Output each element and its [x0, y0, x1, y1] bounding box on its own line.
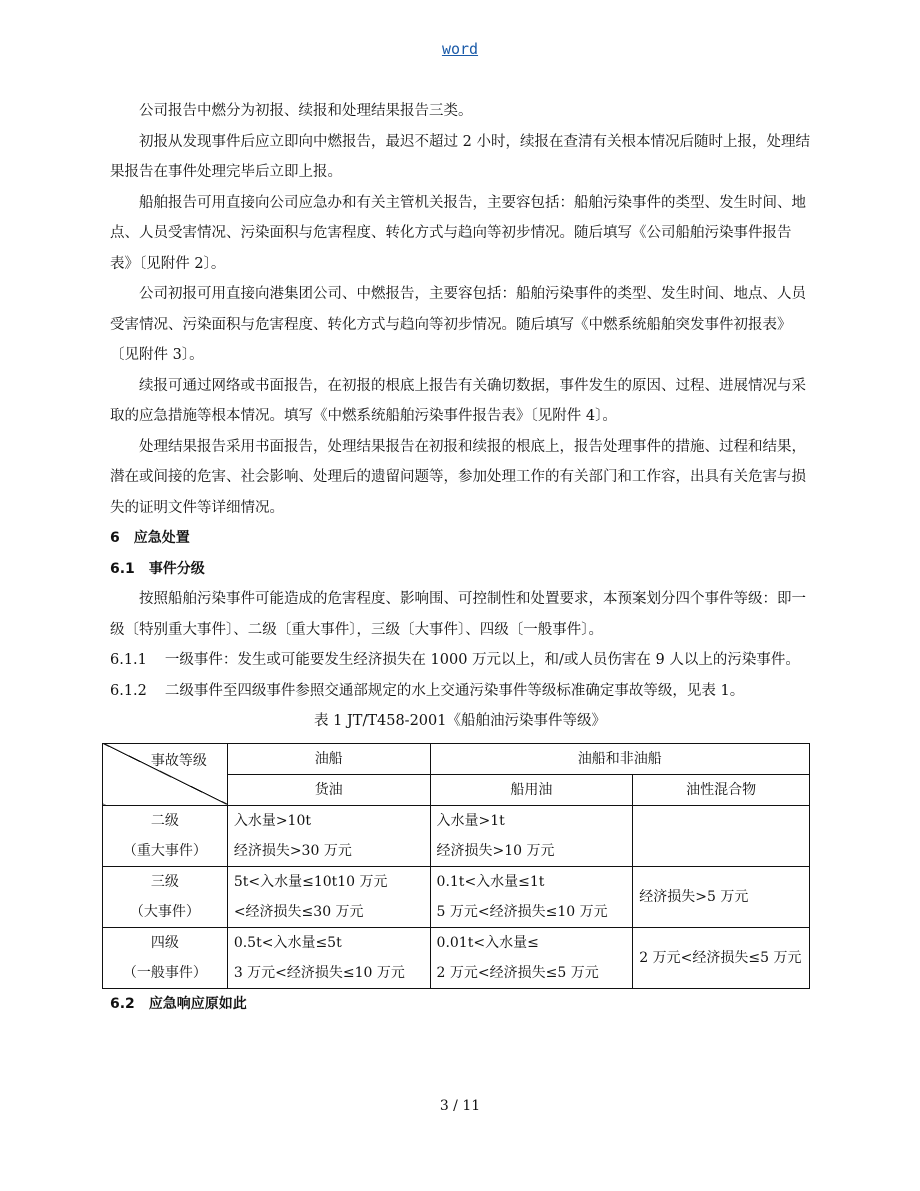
pollution-grade-table	[102, 743, 810, 989]
table-cell: 0.01t<入水量≤ 2 万元<经济损失≤5 万元	[430, 927, 633, 988]
table-corner-cell: 事故等级	[103, 743, 228, 805]
table-cell: 0.5t<入水量≤5t 3 万元<经济损失≤10 万元	[227, 927, 430, 988]
list-item	[110, 645, 810, 676]
grade-cell: 二级 （重大事件）	[103, 805, 228, 866]
table-header-cell: 货油	[227, 774, 430, 805]
section-heading	[110, 989, 810, 1020]
paragraph: 按照船舶污染事件可能造成的危害程度、影响围、可控制性和处置要求，本预案划分四个事件等级：即一级〔特别重大事件〕、二级〔重大事件〕，三级〔大事件〕、四级〔一般事件〕。	[110, 591, 806, 638]
paragraph: 公司初报可用直接向港集团公司、中燃报告，主要容包括：船舶污染事件的类型、发生时间、地点、人员受害情况、污染面积与危害程度、转化方式与趋向等初步情况。随后填写《中燃系统船舶突发事件初报表》〔见附件 3〕。	[110, 286, 806, 363]
paragraph: 初报从发现事件后应立即向中燃报告，最迟不超过 2 小时，续报在查清有关根本情况后随时上报，处理结果报告在事件处理完毕后立即上报。	[110, 133, 810, 180]
table-header-cell: 船用油	[430, 774, 633, 805]
table-header-cell: 油性混合物	[633, 774, 810, 805]
paragraph: 处理结果报告采用书面报告，处理结果报告在初报和续报的根底上，报告处理事件的措施、过程和结果，潜在或间接的危害、社会影响、处理后的遗留问题等，参加处理工作的有关部门和工作容，出具有关危害与损失的证明文件等详细情况。	[110, 438, 806, 516]
page-number: 3 / 11	[439, 1098, 481, 1114]
paragraph: 船舶报告可用直接向公司应急办和有关主管机关报告，主要容包括：船舶污染事件的类型、发生时间、地点、人员受害情况、污染面积与危害程度、转化方式与趋向等初步情况。随后填写《公司船舶污染事件报告表》〔见附件 2〕。	[110, 194, 806, 272]
paragraph: 公司报告中燃分为初报、续报和处理结果报告三类。	[139, 103, 473, 119]
section-title: 应急响应原如此	[148, 995, 247, 1012]
table-row	[103, 866, 810, 927]
item-number: 6.1.2	[110, 682, 147, 699]
table-header-row	[103, 743, 810, 774]
item-text: 一级事件：发生或可能要发生经济损失在 1000 万元以上，和/或人员伤害在 9 人以上的污染事件。	[164, 652, 800, 668]
document-body	[110, 96, 810, 1019]
table-header-cell: 油船和非油船	[430, 743, 809, 774]
page-header: word	[441, 40, 479, 58]
item-text: 二级事件至四级事件参照交通部规定的水上交通污染事件等级标准确定事故等级，见表 1。	[164, 682, 745, 699]
list-item	[110, 676, 810, 707]
table-cell: 5t<入水量≤10t10 万元 <经济损失≤30 万元	[227, 866, 430, 927]
section-number: 6	[110, 530, 120, 546]
table-caption: 表 1 JT/T458-2001《船舶油污染事件等级》	[314, 713, 606, 729]
grade-cell: 四级 （一般事件）	[103, 927, 228, 988]
section-heading	[110, 523, 810, 554]
section-number: 6.1	[110, 560, 135, 577]
table-cell: 入水量>1t 经济损失>10 万元	[430, 805, 633, 866]
section-number: 6.2	[110, 995, 135, 1012]
table-cell: 0.1t<入水量≤1t 5 万元<经济损失≤10 万元	[430, 866, 633, 927]
grade-cell: 三级 （大事件）	[103, 866, 228, 927]
table-header-cell: 油船	[227, 743, 430, 774]
section-heading	[110, 554, 810, 585]
table-cell: 经济损失>5 万元	[633, 866, 810, 927]
table-row	[103, 927, 810, 988]
item-number: 6.1.1	[110, 652, 147, 668]
paragraph: 续报可通过网络或书面报告，在初报的根底上报告有关确切数据，事件发生的原因、过程、进展情况与采取的应急措施等根本情况。填写《中燃系统船舶污染事件报告表》〔见附件 4〕。	[110, 377, 806, 424]
table-cell: 2 万元<经济损失≤5 万元	[633, 927, 810, 988]
section-title: 应急处置	[133, 530, 190, 546]
table-cell: 入水量>10t 经济损失>30 万元	[227, 805, 430, 866]
table-cell	[633, 805, 810, 866]
table-row	[103, 805, 810, 866]
section-title: 事件分级	[148, 560, 205, 577]
